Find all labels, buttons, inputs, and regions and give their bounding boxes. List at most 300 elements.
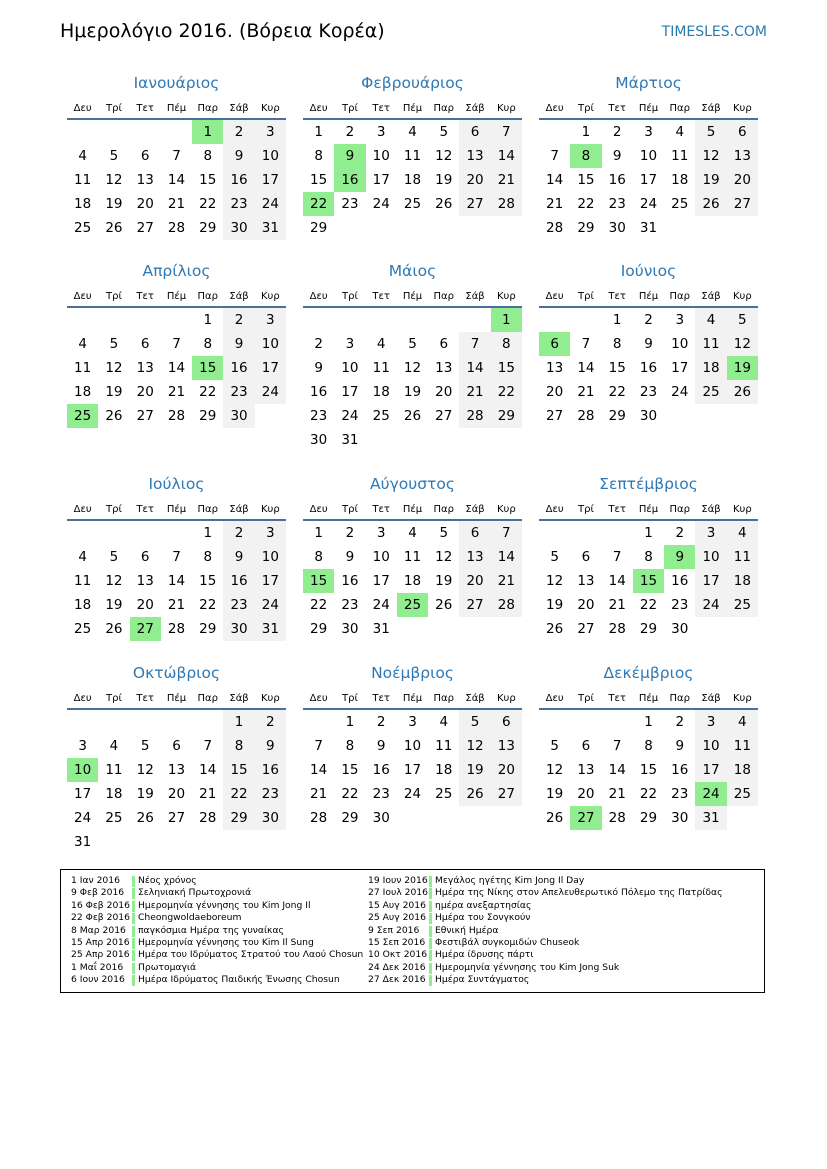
page-title: Ημερολόγιο 2016. (Βόρεια Κορέα)	[60, 20, 385, 42]
day-cell: 1	[203, 525, 213, 541]
day-cell: 3	[376, 124, 386, 140]
day-cell: 22	[491, 380, 522, 404]
weekday-header: Τρί	[98, 499, 129, 520]
day-cell: 8	[612, 336, 622, 352]
month-calendar	[67, 72, 286, 240]
week-row	[303, 428, 522, 452]
day-cell: 30	[223, 404, 254, 428]
weekday-header: Σάβ	[695, 286, 726, 307]
weekday-header: Τρί	[570, 286, 601, 307]
day-cell: 31	[341, 432, 359, 448]
day-cell: 17	[639, 172, 658, 188]
day-cell: 20	[727, 168, 758, 192]
day-cell: 12	[105, 172, 123, 188]
day-cell: 26	[105, 408, 123, 424]
weekday-header: Κυρ	[255, 499, 286, 520]
empty-cell	[366, 307, 397, 332]
empty-cell	[397, 806, 428, 830]
day-cell: 2	[223, 119, 254, 144]
empty-cell	[570, 709, 601, 734]
legend-date: 9 Φεβ 2016	[71, 887, 125, 899]
weekday-header: Σάβ	[695, 98, 726, 119]
weekday-header: Παρ	[664, 286, 695, 307]
day-cell: 20	[136, 196, 154, 212]
week-row	[303, 307, 522, 332]
empty-cell	[428, 428, 459, 452]
day-cell: 19	[695, 168, 726, 192]
day-cell: 26	[727, 380, 758, 404]
legend-date: 1 Ιαν 2016	[71, 875, 120, 886]
day-cell: 25	[67, 404, 98, 428]
day-cell: 11	[435, 738, 453, 754]
day-cell: 19	[105, 196, 123, 212]
day-cell: 12	[403, 360, 422, 376]
day-cell: 4	[439, 714, 449, 730]
day-cell: 13	[459, 144, 490, 168]
legend-date: 19 Ιουν 2016	[368, 875, 428, 886]
day-cell: 23	[310, 408, 328, 424]
day-cell: 10	[671, 336, 689, 352]
day-cell: 16	[334, 168, 365, 192]
month-table	[539, 499, 758, 641]
legend-date: 1 Μαΐ 2016	[71, 961, 124, 973]
day-cell: 31	[695, 806, 726, 830]
week-row	[303, 617, 522, 641]
week-row	[539, 569, 758, 593]
day-cell: 10	[341, 360, 359, 376]
day-cell: 4	[727, 520, 758, 545]
month-table	[303, 499, 522, 641]
day-cell: 2	[223, 307, 254, 332]
day-cell: 7	[172, 336, 181, 352]
day-cell: 6	[140, 148, 150, 164]
legend-marker	[132, 876, 135, 887]
day-cell: 27	[459, 593, 490, 617]
month-title: Οκτώβριος	[132, 664, 221, 682]
day-cell: 13	[435, 360, 453, 376]
day-cell: 21	[167, 384, 186, 400]
day-cell: 16	[223, 356, 254, 380]
month-table	[67, 499, 286, 641]
month-table	[67, 688, 286, 854]
day-cell: 16	[310, 384, 328, 400]
day-cell: 19	[546, 597, 564, 613]
day-cell: 8	[644, 549, 653, 565]
empty-cell	[397, 617, 428, 641]
week-row	[67, 144, 286, 168]
day-cell: 15	[223, 758, 254, 782]
week-row	[67, 830, 286, 854]
empty-cell	[397, 307, 428, 332]
month-calendar	[539, 260, 758, 428]
day-cell: 30	[671, 810, 689, 826]
day-cell: 7	[172, 148, 181, 164]
day-cell: 13	[167, 762, 186, 778]
day-cell: 21	[491, 168, 522, 192]
day-cell: 11	[74, 172, 92, 188]
weekday-header: Τρί	[98, 286, 129, 307]
week-row	[303, 569, 522, 593]
day-cell: 11	[727, 545, 758, 569]
weekday-header: Τετ	[130, 499, 161, 520]
legend-marker	[429, 913, 432, 924]
week-row	[303, 192, 522, 216]
empty-cell	[727, 617, 758, 641]
legend-marker	[132, 901, 135, 912]
day-cell: 30	[223, 216, 254, 240]
empty-cell	[695, 404, 726, 428]
weekday-header: Τρί	[570, 688, 601, 709]
day-cell: 24	[403, 786, 422, 802]
day-cell: 1	[223, 709, 254, 734]
week-row	[539, 709, 758, 734]
day-cell: 14	[608, 762, 626, 778]
day-cell: 18	[372, 384, 390, 400]
empty-cell	[98, 520, 129, 545]
day-cell: 5	[727, 307, 758, 332]
weekday-header: Κυρ	[727, 98, 758, 119]
day-cell: 28	[459, 404, 490, 428]
week-row	[539, 332, 758, 356]
legend-date: 8 Μαρ 2016	[71, 924, 126, 936]
day-cell: 13	[546, 360, 564, 376]
day-cell: 31	[74, 834, 92, 850]
day-cell: 25	[695, 380, 726, 404]
legend-holiday-name: Ημέρα του Σονγκούν	[435, 912, 531, 924]
month-table	[67, 286, 286, 428]
day-cell: 15	[577, 172, 595, 188]
day-cell: 19	[546, 786, 564, 802]
day-cell: 11	[403, 148, 422, 164]
day-cell: 3	[78, 738, 87, 754]
day-cell: 31	[639, 220, 658, 236]
day-cell: 23	[372, 786, 390, 802]
weekday-header: Πέμ	[397, 98, 428, 119]
empty-cell	[695, 216, 726, 240]
day-cell: 26	[105, 621, 123, 637]
empty-cell	[161, 709, 192, 734]
day-cell: 22	[577, 196, 595, 212]
day-cell: 5	[140, 738, 150, 754]
week-row	[539, 758, 758, 782]
empty-cell	[67, 520, 98, 545]
month-table	[539, 688, 758, 830]
day-cell: 14	[167, 172, 186, 188]
legend-marker	[429, 926, 432, 937]
weekday-header: Δευ	[539, 499, 570, 520]
empty-cell	[602, 709, 633, 734]
weekday-header: Δευ	[67, 688, 98, 709]
day-cell: 21	[199, 786, 217, 802]
day-cell: 27	[577, 621, 595, 637]
legend-holiday-name: Cheongwoldaeboreum	[138, 912, 242, 924]
day-cell: 29	[639, 810, 658, 826]
month-title: Φεβρουάριος	[361, 74, 464, 92]
day-cell: 8	[644, 738, 653, 754]
legend-marker	[429, 938, 432, 949]
week-row	[539, 520, 758, 545]
day-cell: 25	[105, 810, 123, 826]
day-cell: 1	[314, 124, 323, 140]
day-cell: 17	[695, 758, 726, 782]
weekday-header: Σάβ	[223, 286, 254, 307]
day-cell: 8	[570, 144, 601, 168]
day-cell: 8	[223, 734, 254, 758]
empty-cell	[255, 830, 286, 854]
empty-cell	[727, 806, 758, 830]
weekday-header: Τρί	[334, 286, 365, 307]
day-cell: 2	[345, 525, 355, 541]
weekday-header: Παρ	[192, 286, 223, 307]
day-cell: 4	[78, 148, 87, 164]
day-cell: 9	[664, 545, 695, 569]
weekday-header: Παρ	[192, 499, 223, 520]
weekday-header: Παρ	[664, 98, 695, 119]
day-cell: 9	[223, 545, 254, 569]
day-cell: 26	[459, 782, 490, 806]
day-cell: 2	[675, 714, 685, 730]
day-cell: 15	[310, 172, 328, 188]
day-cell: 17	[341, 384, 359, 400]
day-cell: 11	[105, 762, 123, 778]
day-cell: 9	[345, 549, 355, 565]
day-cell: 16	[671, 573, 689, 589]
legend-holiday-name: Μεγάλος ηγέτης Kim Jong Il Day	[435, 875, 585, 886]
day-cell: 19	[105, 384, 123, 400]
day-cell: 25	[397, 593, 428, 617]
weekday-header: Πέμ	[633, 688, 664, 709]
empty-cell	[366, 428, 397, 452]
week-row	[539, 216, 758, 240]
weekday-header: Πέμ	[397, 688, 428, 709]
day-cell: 9	[376, 738, 386, 754]
day-cell: 23	[223, 192, 254, 216]
day-cell: 2	[644, 312, 653, 328]
day-cell: 22	[310, 597, 328, 613]
day-cell: 29	[577, 220, 595, 236]
day-cell: 21	[546, 196, 564, 212]
day-cell: 28	[167, 220, 186, 236]
day-cell: 28	[608, 810, 626, 826]
legend-marker	[429, 888, 432, 899]
month-calendar	[67, 662, 286, 854]
day-cell: 29	[608, 408, 626, 424]
week-row	[539, 593, 758, 617]
empty-cell	[130, 709, 161, 734]
day-cell: 26	[136, 810, 154, 826]
week-row	[67, 192, 286, 216]
legend-holiday-name: Φεστιβάλ συγκομιδών Chuseok	[435, 936, 580, 948]
day-cell: 29	[341, 810, 359, 826]
day-cell: 24	[255, 593, 286, 617]
day-cell: 18	[727, 569, 758, 593]
day-cell: 28	[167, 408, 186, 424]
weekday-header: Τρί	[98, 98, 129, 119]
weekday-header: Τετ	[130, 286, 161, 307]
day-cell: 14	[546, 172, 564, 188]
day-cell: 11	[727, 734, 758, 758]
day-cell: 11	[74, 573, 92, 589]
week-row	[67, 119, 286, 144]
day-cell: 4	[78, 549, 87, 565]
week-row	[303, 758, 522, 782]
day-cell: 15	[608, 360, 626, 376]
brand-link[interactable]: TIMESLES.COM	[661, 24, 767, 40]
week-row	[539, 617, 758, 641]
day-cell: 29	[639, 621, 658, 637]
weekday-header: Παρ	[192, 688, 223, 709]
month-title: Απρίλιος	[142, 262, 211, 280]
day-cell: 19	[727, 356, 758, 380]
day-cell: 21	[608, 786, 626, 802]
day-cell: 13	[136, 573, 154, 589]
day-cell: 6	[539, 332, 570, 356]
empty-cell	[539, 119, 570, 144]
day-cell: 16	[671, 762, 689, 778]
weekday-header: Πέμ	[161, 98, 192, 119]
day-cell: 3	[644, 124, 653, 140]
day-cell: 9	[314, 360, 323, 376]
day-cell: 23	[639, 384, 658, 400]
empty-cell	[130, 119, 161, 144]
day-cell: 15	[491, 356, 522, 380]
week-row	[67, 307, 286, 332]
day-cell: 17	[695, 569, 726, 593]
weekday-header: Τετ	[366, 499, 397, 520]
week-row	[67, 709, 286, 734]
day-cell: 16	[372, 762, 390, 778]
day-cell: 12	[136, 762, 154, 778]
day-cell: 24	[372, 597, 390, 613]
day-cell: 23	[223, 380, 254, 404]
day-cell: 23	[671, 786, 689, 802]
month-title: Αύγουστος	[370, 475, 455, 493]
weekday-header: Σάβ	[223, 688, 254, 709]
day-cell: 29	[310, 621, 328, 637]
day-cell: 19	[435, 172, 453, 188]
weekday-header: Τετ	[366, 286, 397, 307]
empty-cell	[303, 709, 334, 734]
day-cell: 5	[439, 124, 449, 140]
day-cell: 15	[192, 356, 223, 380]
day-cell: 5	[109, 148, 119, 164]
day-cell: 3	[408, 714, 417, 730]
day-cell: 2	[612, 124, 622, 140]
weekday-header: Πέμ	[161, 499, 192, 520]
weekday-header: Κυρ	[491, 286, 522, 307]
weekday-header: Τετ	[366, 98, 397, 119]
day-cell: 17	[255, 356, 286, 380]
legend-holiday-name: Νέος χρόνος	[138, 875, 197, 886]
day-cell: 10	[695, 545, 726, 569]
day-cell: 1	[314, 525, 323, 541]
day-cell: 11	[403, 549, 422, 565]
day-cell: 20	[459, 569, 490, 593]
day-cell: 10	[403, 738, 422, 754]
day-cell: 13	[577, 762, 595, 778]
month-calendar	[67, 260, 286, 428]
day-cell: 19	[459, 758, 490, 782]
day-cell: 4	[109, 738, 119, 754]
day-cell: 18	[435, 762, 453, 778]
weekday-header: Τρί	[570, 499, 601, 520]
day-cell: 8	[203, 148, 213, 164]
day-cell: 16	[639, 360, 658, 376]
day-cell: 19	[136, 786, 154, 802]
day-cell: 1	[612, 312, 622, 328]
weekday-header: Σάβ	[459, 688, 490, 709]
day-cell: 23	[671, 597, 689, 613]
week-row	[67, 593, 286, 617]
day-cell: 12	[727, 332, 758, 356]
day-cell: 27	[136, 408, 154, 424]
empty-cell	[98, 830, 129, 854]
empty-cell	[67, 119, 98, 144]
day-cell: 25	[372, 408, 390, 424]
empty-cell	[491, 428, 522, 452]
legend-marker	[429, 963, 432, 974]
day-cell: 25	[671, 196, 689, 212]
week-row	[539, 307, 758, 332]
legend-holiday-name: Ημέρα ίδρυσης πάρτι	[435, 949, 534, 961]
legend-date: 10 Οκτ 2016	[368, 949, 428, 961]
day-cell: 6	[491, 709, 522, 734]
day-cell: 13	[727, 144, 758, 168]
legend-holiday-name: Ημέρα του Ιδρύματος Στρατού του Λαού Chosun	[138, 949, 364, 961]
day-cell: 12	[105, 573, 123, 589]
week-row	[303, 593, 522, 617]
legend-marker	[429, 876, 432, 887]
empty-cell	[428, 806, 459, 830]
empty-cell	[303, 307, 334, 332]
week-row	[303, 709, 522, 734]
day-cell: 18	[105, 786, 123, 802]
month-title: Ιούνιος	[620, 262, 677, 280]
day-cell: 3	[255, 307, 286, 332]
day-cell: 18	[403, 172, 422, 188]
day-cell: 18	[695, 356, 726, 380]
legend-date: 24 Δεκ 2016	[368, 961, 426, 973]
week-row	[303, 332, 522, 356]
legend-date: 9 Σεπ 2016	[368, 924, 420, 936]
legend-holiday-name: Ημέρα Συντάγματος	[435, 974, 530, 986]
day-cell: 22	[639, 597, 658, 613]
week-row	[303, 545, 522, 569]
weekday-header: Δευ	[303, 499, 334, 520]
day-cell: 14	[608, 573, 626, 589]
week-row	[303, 806, 522, 830]
day-cell: 7	[203, 738, 213, 754]
day-cell: 27	[459, 192, 490, 216]
weekday-header: Παρ	[192, 98, 223, 119]
day-cell: 14	[310, 762, 328, 778]
day-cell: 8	[203, 336, 213, 352]
day-cell: 26	[695, 192, 726, 216]
day-cell: 7	[459, 332, 490, 356]
day-cell: 18	[74, 384, 92, 400]
legend-holiday-name: Πρωτομαγιά	[138, 961, 197, 973]
empty-cell	[98, 119, 129, 144]
empty-cell	[161, 119, 192, 144]
day-cell: 4	[78, 336, 87, 352]
day-cell: 6	[172, 738, 181, 754]
day-cell: 27	[570, 806, 601, 830]
legend-marker	[132, 950, 135, 961]
legend-marker	[132, 938, 135, 949]
day-cell: 13	[136, 360, 154, 376]
weekday-header: Πέμ	[633, 499, 664, 520]
legend-holiday-name: Ημερομηνία γέννησης του Kim Jong Il	[138, 899, 311, 911]
